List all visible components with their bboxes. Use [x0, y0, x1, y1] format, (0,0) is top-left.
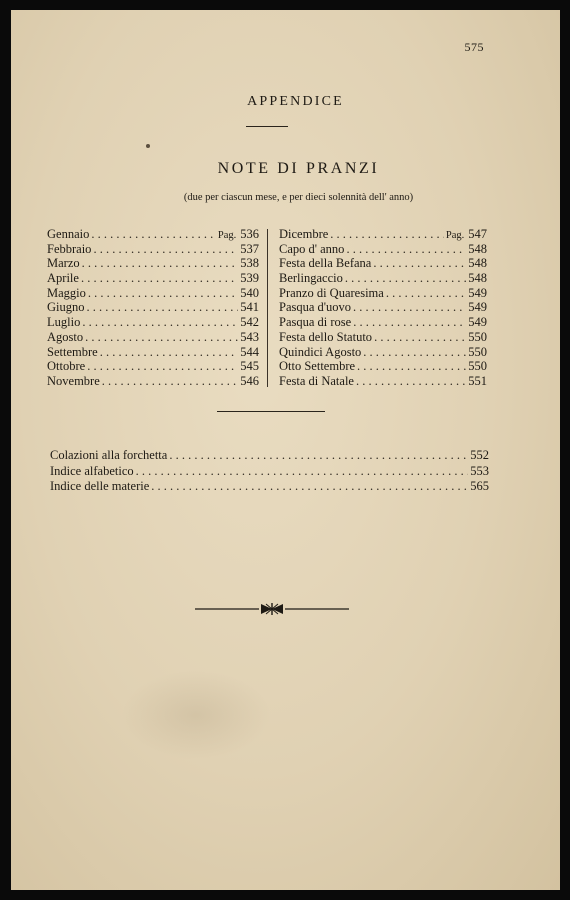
toc-row-holiday[interactable] — [279, 286, 487, 301]
fleuron-ornament-icon — [195, 602, 349, 616]
dot-leader — [82, 256, 239, 271]
entry-page: 549 — [468, 285, 487, 300]
dot-leader — [136, 464, 469, 480]
entry-page: 549 — [468, 315, 487, 330]
entry-page: 540 — [240, 285, 259, 300]
entry-label: Quindici Agosto — [279, 344, 362, 359]
entry-page: 551 — [468, 373, 487, 388]
entry-label: Indice delle materie — [50, 479, 150, 493]
ink-dot — [146, 144, 150, 148]
entry-page: 538 — [240, 256, 259, 271]
entry-page: 542 — [240, 315, 259, 330]
book-page — [11, 10, 560, 890]
entry-page: 541 — [240, 300, 259, 315]
entry-label: Colazioni alla forchetta — [50, 448, 168, 462]
toc-row-month[interactable] — [47, 256, 259, 271]
dot-leader — [356, 374, 466, 389]
dot-leader — [169, 448, 468, 464]
months-column — [47, 227, 259, 389]
dot-leader — [374, 330, 466, 345]
toc-row-month[interactable] — [47, 271, 259, 286]
dot-leader — [100, 345, 239, 360]
toc-row-month[interactable] — [47, 242, 259, 257]
dot-leader — [373, 256, 466, 271]
dot-leader — [91, 227, 216, 242]
dot-leader — [93, 242, 238, 257]
section-title: APPENDICE — [247, 94, 344, 109]
entry-page: 543 — [240, 329, 259, 344]
entry-label: Festa di Natale — [279, 373, 354, 388]
entry-label: Pasqua d'uovo — [279, 300, 352, 315]
entry-page: 544 — [240, 344, 259, 359]
toc-row-month[interactable] — [47, 330, 259, 345]
toc-row-month[interactable] — [47, 286, 259, 301]
entry-label: Febbraio — [47, 241, 92, 256]
entry-label: Pranzo di Quaresima — [279, 285, 384, 300]
dot-leader — [330, 227, 444, 242]
entry-label: Gennaio — [47, 227, 90, 241]
toc-row-month[interactable] — [47, 374, 259, 389]
entry-page: 550 — [468, 359, 487, 374]
toc-row-holiday[interactable] — [279, 227, 487, 242]
entry-page: 550 — [468, 329, 487, 344]
toc-row-extra[interactable] — [50, 479, 489, 495]
main-title: NOTE DI PRANZI — [217, 160, 380, 177]
dot-leader — [82, 315, 238, 330]
toc-row-month[interactable] — [47, 315, 259, 330]
entry-page: 552 — [470, 448, 489, 462]
entry-label: Aprile — [47, 271, 79, 286]
entry-label: Marzo — [47, 256, 80, 271]
entry-label: Luglio — [47, 315, 81, 330]
subtitle: (due per ciascun mese, e per dieci solennità dell' anno) — [183, 192, 414, 203]
entry-page: 547 — [468, 227, 487, 241]
entry-label: Pasqua di rose — [279, 315, 352, 330]
entry-label: Settembre — [47, 344, 98, 359]
dot-leader — [102, 374, 238, 389]
entry-label: Giugno — [47, 300, 85, 315]
column-divider — [267, 229, 268, 387]
toc-row-month[interactable] — [47, 345, 259, 360]
dot-leader — [363, 345, 466, 360]
dot-leader — [346, 242, 466, 257]
entry-label: Ottobre — [47, 359, 86, 374]
page-number: 575 — [464, 40, 484, 54]
toc-row-extra[interactable] — [50, 464, 489, 480]
extra-entries — [50, 448, 489, 495]
entry-page: 539 — [240, 271, 259, 286]
entry-page: 565 — [470, 479, 489, 493]
entry-label: Indice alfabetico — [50, 463, 134, 478]
toc-row-holiday[interactable] — [279, 300, 487, 315]
entry-page: 553 — [470, 463, 489, 478]
entry-label: Dicembre — [279, 227, 329, 241]
entry-page: 548 — [468, 241, 487, 256]
entry-label: Festa dello Statuto — [279, 329, 373, 344]
dot-leader — [357, 359, 466, 374]
dot-leader — [345, 271, 466, 286]
toc-row-holiday[interactable] — [279, 330, 487, 345]
toc-row-month[interactable] — [47, 227, 259, 242]
entry-label: Otto Settembre — [279, 359, 356, 374]
toc-row-month[interactable] — [47, 359, 259, 374]
toc-row-holiday[interactable] — [279, 256, 487, 271]
paper-stain — [121, 670, 271, 760]
pag-abbrev: Pag. — [445, 230, 465, 241]
entry-label: Berlingaccio — [279, 271, 343, 286]
dot-leader — [85, 330, 238, 345]
toc-row-extra[interactable] — [50, 448, 489, 464]
entry-label: Festa della Befana — [279, 256, 372, 271]
entry-page: 545 — [240, 359, 259, 374]
entry-page: 548 — [468, 256, 487, 271]
entry-label: Agosto — [47, 329, 84, 344]
entry-label: Maggio — [47, 285, 86, 300]
dot-leader — [81, 271, 238, 286]
pag-abbrev: Pag. — [217, 230, 237, 241]
dot-leader — [353, 300, 466, 315]
title-rule — [246, 126, 288, 127]
entry-page: 550 — [468, 344, 487, 359]
toc-row-holiday[interactable] — [279, 271, 487, 286]
toc-row-month[interactable] — [47, 300, 259, 315]
toc-row-holiday[interactable] — [279, 374, 487, 389]
holidays-column — [279, 227, 487, 389]
dot-leader — [87, 359, 238, 374]
toc-row-holiday[interactable] — [279, 359, 487, 374]
dot-leader — [87, 300, 239, 315]
entry-page: 546 — [240, 373, 259, 388]
toc-row-holiday[interactable] — [279, 242, 487, 257]
toc-row-holiday[interactable] — [279, 315, 487, 330]
toc-row-holiday[interactable] — [279, 345, 487, 360]
entry-page: 548 — [468, 271, 487, 286]
dot-leader — [88, 286, 238, 301]
entry-page: 549 — [468, 300, 487, 315]
dot-leader — [353, 315, 466, 330]
entry-page: 536 — [240, 227, 259, 241]
dot-leader — [151, 479, 468, 495]
dot-leader — [386, 286, 466, 301]
entry-label: Novembre — [47, 373, 100, 388]
entry-label: Capo d' anno — [279, 241, 345, 256]
section-rule — [217, 411, 325, 412]
entry-page: 537 — [240, 241, 259, 256]
